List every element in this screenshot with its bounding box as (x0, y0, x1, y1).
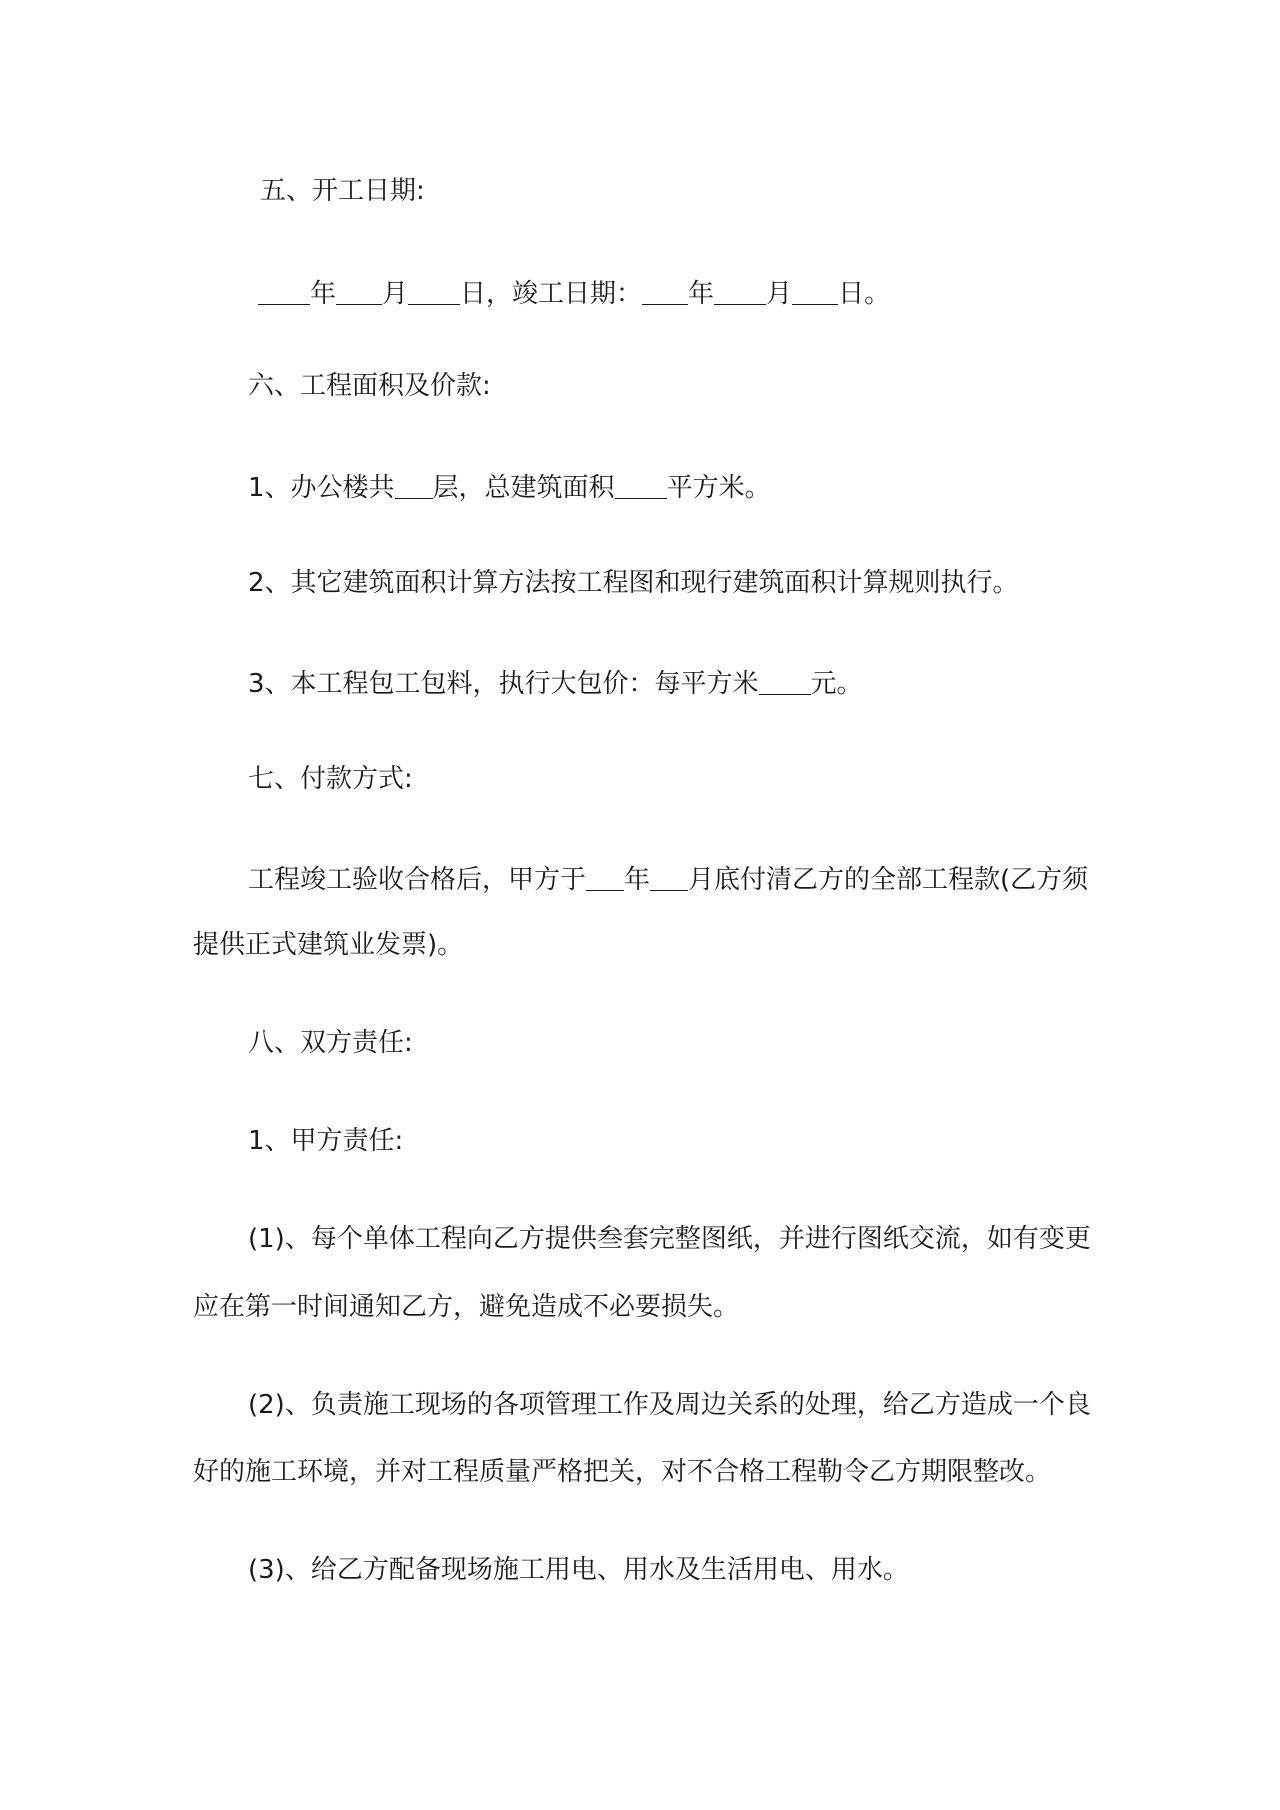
party-a-duty-1-line-2: 应在第一时间通知乙方，避免造成不必要损失。 (193, 1292, 740, 1322)
blank-price-per-sqm (759, 668, 811, 695)
area-item-1 (248, 472, 771, 501)
text: 3、本工程包工包料，执行大包价：每平方米 (248, 669, 759, 699)
label-year: 年 (310, 279, 337, 309)
label-day-completion-date: 日，竣工日期： (460, 279, 643, 309)
area-item-3 (248, 668, 863, 697)
blank-start-month (336, 278, 382, 305)
text: 年 (624, 865, 651, 895)
blank-end-year (642, 278, 688, 305)
blank-pay-month (650, 864, 688, 891)
text: 月底付清乙方的全部工程款(乙方须 (688, 865, 1089, 895)
blank-end-month (714, 278, 766, 305)
party-a-duty-1-line-1: (1)、每个单体工程向乙方提供叁套完整图纸，并进行图纸交流，如有变更 (248, 1224, 1091, 1254)
label-month: 月 (766, 279, 793, 309)
text: 平方米。 (666, 473, 771, 503)
section-6-heading: 六、工程面积及价款: (248, 371, 491, 401)
text: 1、办公楼共 (248, 473, 395, 503)
blank-start-day (408, 278, 460, 305)
party-a-duty-2-line-1: (2)、负责施工现场的各项管理工作及周边关系的处理，给乙方造成一个良 (248, 1390, 1091, 1420)
blank-end-day (792, 278, 838, 305)
text: 层，总建筑面积 (432, 473, 615, 503)
text: 元。 (810, 669, 863, 699)
blank-start-year (258, 278, 310, 305)
label-day: 日。 (838, 279, 891, 309)
label-month: 月 (382, 279, 409, 309)
start-end-date-line (258, 278, 890, 307)
section-5-heading: 五、开工日期: (260, 176, 425, 206)
party-a-duty-3: (3)、给乙方配备现场施工用电、用水及生活用电、用水。 (248, 1555, 909, 1585)
blank-pay-year (586, 864, 624, 891)
label-year: 年 (688, 279, 715, 309)
section-7-heading: 七、付款方式: (248, 764, 413, 794)
text: 工程竣工验收合格后，甲方于 (248, 865, 587, 895)
area-item-2: 2、其它建筑面积计算方法按工程图和现行建筑面积计算规则执行。 (248, 568, 1019, 598)
party-a-heading: 1、甲方责任: (248, 1126, 404, 1156)
payment-paragraph-line-1 (248, 864, 1088, 893)
blank-floors (395, 472, 433, 499)
payment-paragraph-line-2: 提供正式建筑业发票)。 (193, 930, 464, 960)
party-a-duty-2-line-2: 好的施工环境，并对工程质量严格把关，对不合格工程勒令乙方期限整改。 (193, 1457, 1052, 1487)
section-8-heading: 八、双方责任: (248, 1028, 413, 1058)
blank-total-area (615, 472, 667, 499)
